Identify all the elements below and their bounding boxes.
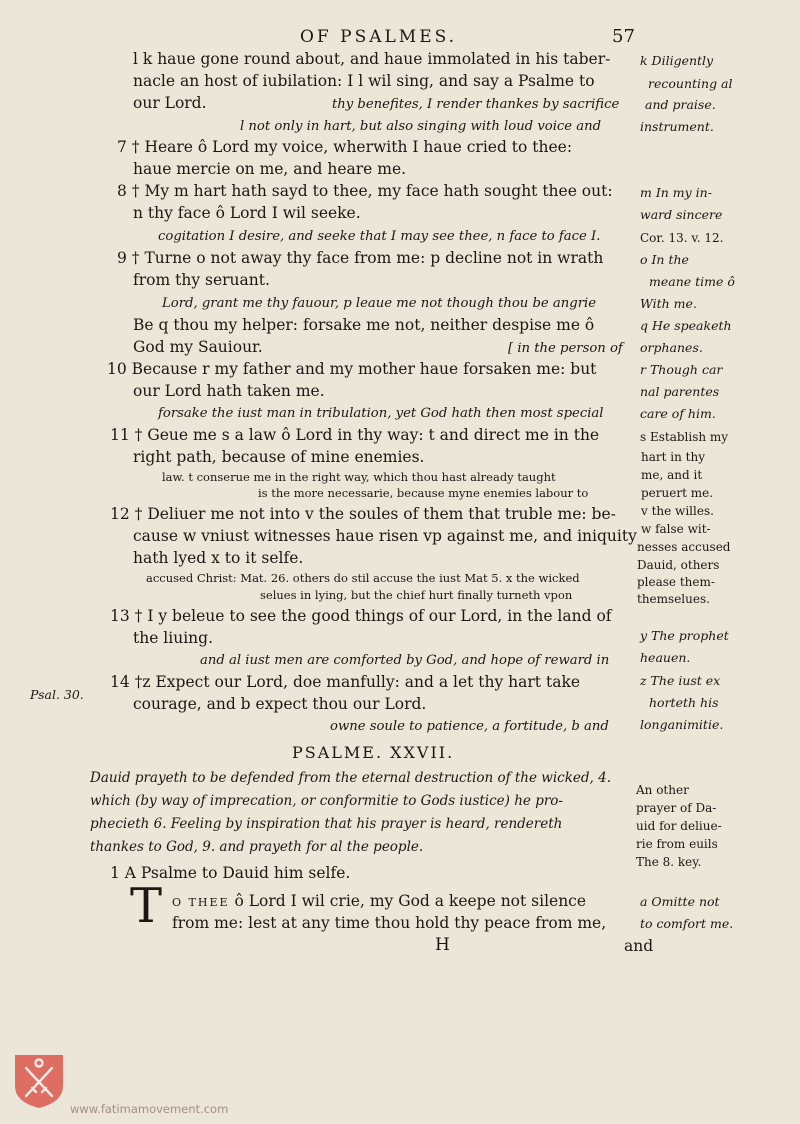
text-line: cause w vniust witnesses haue risen vp against me, and iniquity xyxy=(133,527,637,545)
margin-note: r Though car xyxy=(640,362,723,377)
small-caps-opening: O THEE xyxy=(172,896,230,909)
margin-note: Dauid, others xyxy=(637,558,720,572)
text-line: courage, and b expect thou our Lord. xyxy=(133,695,427,713)
margin-note: instrument. xyxy=(640,119,714,134)
margin-note: hart in thy xyxy=(641,450,705,464)
margin-note: horteth his xyxy=(649,695,719,710)
margin-note: Cor. 13. v. 12. xyxy=(640,231,724,245)
text-line: from me: lest at any time thou hold thy peace from me, xyxy=(172,914,607,932)
text-line: right path, because of mine enemies. xyxy=(133,448,425,466)
margin-note: o In the xyxy=(640,252,689,267)
margin-note: With me. xyxy=(640,296,697,311)
argument-line: phecieth 6. Feeling by inspiration that his prayer is heard, rendereth xyxy=(90,816,563,832)
gloss-line: thy benefites, I render thankes by sacrifice xyxy=(332,97,620,112)
margin-note: w false wit- xyxy=(641,522,711,536)
text-line: Be q thou my helper: forsake me not, neither despise me ô xyxy=(133,316,595,334)
verse-12: 12 † Deliuer me not into v the soules of them that truble me: be- xyxy=(110,505,616,523)
text-line: from thy seruant. xyxy=(133,271,270,289)
margin-note: k Diligently xyxy=(640,53,714,68)
argument-sidenote: An other xyxy=(636,783,689,797)
gloss-line: [ in the person of xyxy=(508,341,623,356)
margin-note: q He speaketh xyxy=(640,318,732,333)
margin-note: nesses accused xyxy=(637,540,731,554)
psalm-heading: PSALME. XXVII. xyxy=(292,743,455,762)
verse-10: 10 Because r my father and my mother haue forsaken me: but xyxy=(107,360,597,378)
argument-line: thankes to God, 9. and prayeth for al the people. xyxy=(90,839,424,855)
gloss-line: cogitation I desire, and seeke that I may see thee, n face to face I. xyxy=(158,229,601,244)
argument-sidenote: prayer of Da- xyxy=(636,801,717,815)
gloss-line: law. t conserue me in the right way, which thou hast already taught xyxy=(162,470,556,484)
argument-line: Dauid prayeth to be defended from the eternal destruction of the wicked, 4. xyxy=(90,770,611,786)
margin-note: v the willes. xyxy=(641,504,714,518)
gloss-line: forsake the iust man in tribulation, yet God hath then most special xyxy=(158,406,604,421)
argument-sidenote: The 8. key. xyxy=(636,855,702,869)
verse-14: 14 †z Expect our Lord, doe manfully: and a let thy hart take xyxy=(110,673,581,691)
gloss-line: and al iust men are comforted by God, and hope of reward in xyxy=(200,653,610,668)
verse-13: 13 † I y beleue to see the good things of our Lord, in the land of xyxy=(110,607,612,625)
margin-note: please them- xyxy=(637,575,715,589)
psalm-title-verse: 1 A Psalme to Dauid him selfe. xyxy=(110,864,351,882)
margin-note: heauen. xyxy=(640,650,691,665)
argument-line: which (by way of imprecation, or conformitie to Gods iustice) he pro- xyxy=(90,793,563,809)
gloss-line: l not only in hart, but also singing with loud voice and xyxy=(240,119,602,134)
margin-note: a Omitte not xyxy=(640,894,720,909)
page-number: 57 xyxy=(612,26,635,47)
argument-sidenote: rie from euils xyxy=(636,837,718,851)
gloss-line: selues in lying, but the chief hurt finally turneth vpon xyxy=(260,588,573,602)
gloss-line: accused Christ: Mat. 26. others do stil accuse the iust Mat 5. x the wicked xyxy=(146,571,580,585)
watermark-link[interactable]: www.fatimamovement.com xyxy=(70,1102,229,1116)
margin-note: orphanes. xyxy=(640,340,703,355)
text-line: haue mercie on me, and heare me. xyxy=(133,160,407,178)
gloss-line: owne soule to patience, a fortitude, b and xyxy=(330,719,609,734)
margin-note: and praise. xyxy=(645,97,716,112)
drop-cap: T xyxy=(130,878,163,934)
text-line: the liuing. xyxy=(133,629,213,647)
verse-9: 9 † Turne o not away thy face from me: p decline not in wrath xyxy=(117,249,604,267)
verse-8: 8 † My m hart hath sayd to thee, my face hath sought thee out: xyxy=(117,182,613,200)
margin-note: themselues. xyxy=(637,592,710,606)
text-line: our Lord. xyxy=(133,94,207,112)
margin-note: longanimitie. xyxy=(640,717,724,732)
keys-logo-icon xyxy=(12,1052,66,1110)
margin-note: nal parentes xyxy=(640,384,720,399)
text-line: l k haue gone round about, and haue immolated in his taber- xyxy=(133,50,611,68)
margin-note: to comfort me. xyxy=(640,916,734,931)
text-line: hath lyed x to it selfe. xyxy=(133,549,304,567)
verse-7: 7 † Heare ô Lord my voice, wherwith I haue cried to thee: xyxy=(117,138,573,156)
margin-note: care of him. xyxy=(640,406,716,421)
margin-note: m In my in- xyxy=(640,185,712,200)
margin-note: me, and it xyxy=(641,468,703,482)
margin-note: meane time ô xyxy=(649,274,735,289)
text-line: our Lord hath taken me. xyxy=(133,382,325,400)
margin-note: s Establish my xyxy=(640,430,729,444)
verse-11: 11 † Geue me s a law ô Lord in thy way: t and direct me in the xyxy=(110,426,600,444)
text-line: n thy face ô Lord I wil seeke. xyxy=(133,204,361,222)
margin-note: y The prophet xyxy=(640,628,729,643)
signature-mark: H xyxy=(435,935,450,955)
argument-sidenote: uid for deliue- xyxy=(636,819,722,833)
first-line-rest: ô Lord I wil crie, my God a keepe not silence xyxy=(229,892,587,910)
running-title: OF PSALMES. xyxy=(300,27,458,47)
text-line: nacle an host of iubilation: I l wil sing, and say a Psalme to xyxy=(133,72,595,90)
margin-note: recounting al xyxy=(648,76,733,91)
catchword: and xyxy=(624,937,654,955)
gloss-line: is the more necessarie, because myne enemies labour to xyxy=(258,486,589,500)
margin-note: z The iust ex xyxy=(640,673,721,688)
first-line xyxy=(172,894,586,910)
margin-note: peruert me. xyxy=(641,486,714,500)
margin-reference: Psal. 30. xyxy=(30,687,84,702)
text-line: God my Sauiour. xyxy=(133,338,263,356)
gloss-line: Lord, grant me thy fauour, p leaue me not though thou be angrie xyxy=(162,296,597,311)
margin-note: ward sincere xyxy=(640,207,723,222)
